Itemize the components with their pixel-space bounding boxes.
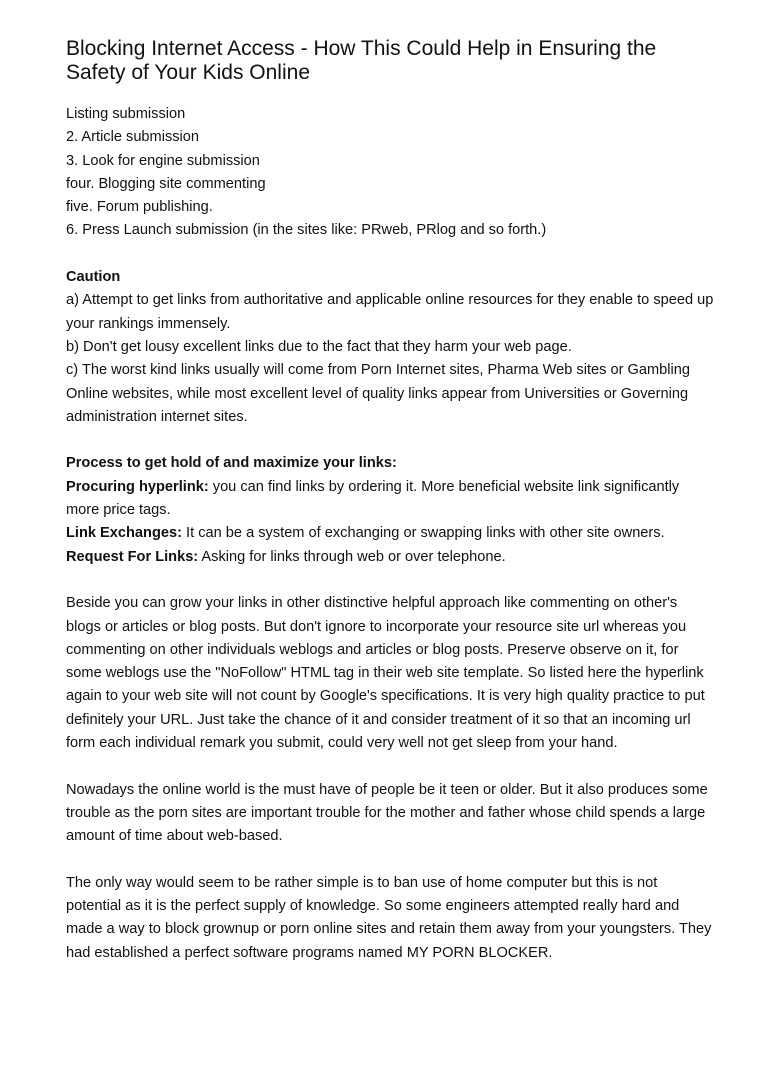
process-item-text: It can be a system of exchanging or swapping links with other site owners. [181,525,665,542]
list-item: 6. Press Launch submission (in the sites like: PRweb, PRlog and so forth.) [66,222,547,239]
process-item [66,476,716,523]
list-item: four. Blogging site commenting [66,175,266,192]
process-item-text: Asking for links through web or over telephone. [198,548,506,565]
process-item [66,522,716,545]
list-item: five. Forum publishing. [66,199,213,216]
process-item [66,546,716,569]
list-item: Listing submission [66,106,186,122]
caution-item: c) The worst kind links usually will come from Porn Internet sites, Pharma Web sites or Gambling Online websites, while most excellent level of quality links appear from Universities or Governing administration internet sites. [66,362,690,425]
caution-heading: Caution [66,269,121,286]
process-item-label: Request For Links: [66,548,199,565]
process-item-label: Link Exchanges: [66,525,182,542]
body-paragraph: Nowadays the online world is the must have of people be it teen or older. But it also produces some trouble as the porn sites are important trouble for the mother and father whose child spends a large amount of time about web-based. [66,781,708,845]
process-item-label: Procuring hyperlink: [66,478,209,495]
process-item-text: you can find links by ordering it. More beneficial website link significantly more price tags. [66,478,680,519]
list-item: 3. Look for engine submission [66,152,260,169]
list-item: 2. Article submission [66,129,200,146]
body-paragraph: The only way would seem to be rather simple is to ban use of home computer but this is not potential as it is the perfect supply of knowledge. So some engineers attempted really hard and made a way to block grownup or porn online sites and retain them away from your youngsters. They had established a perfect software programs named MY PORN BLOCKER. [66,874,712,961]
document-title: Blocking Internet Access - How This Could Help in Ensuring the Safety of Your Kids Online [66,37,657,84]
body-paragraph: Beside you can grow your links in other distinctive helpful approach like commenting on other's blogs or articles or blog posts. But don't ignore to incorporate your resource site url whereas you commenting on other individuals weblogs and articles or blog posts. Preserve observe on it, for some weblogs use the "NoFollow" HTML tag in their web site template. So listed here the hyperlink again to your web site will not count by Google's specifications. It is very high quality practice to put definitely your URL. Just take the chance of it and consider treatment of it so that an incoming url form each individual remark you submit, could very well not get sleep from your hand. [66,595,705,752]
process-section [66,452,716,568]
document-page [66,37,716,965]
caution-section [66,266,716,429]
caution-item: b) Don't get lousy excellent links due to the fact that they harm your web page. [66,338,572,355]
process-heading: Process to get hold of and maximize your links: [66,455,397,472]
submission-list [66,103,716,243]
caution-item: a) Attempt to get links from authoritative and applicable online resources for they enable to speed up your rankings immensely. [66,292,714,332]
